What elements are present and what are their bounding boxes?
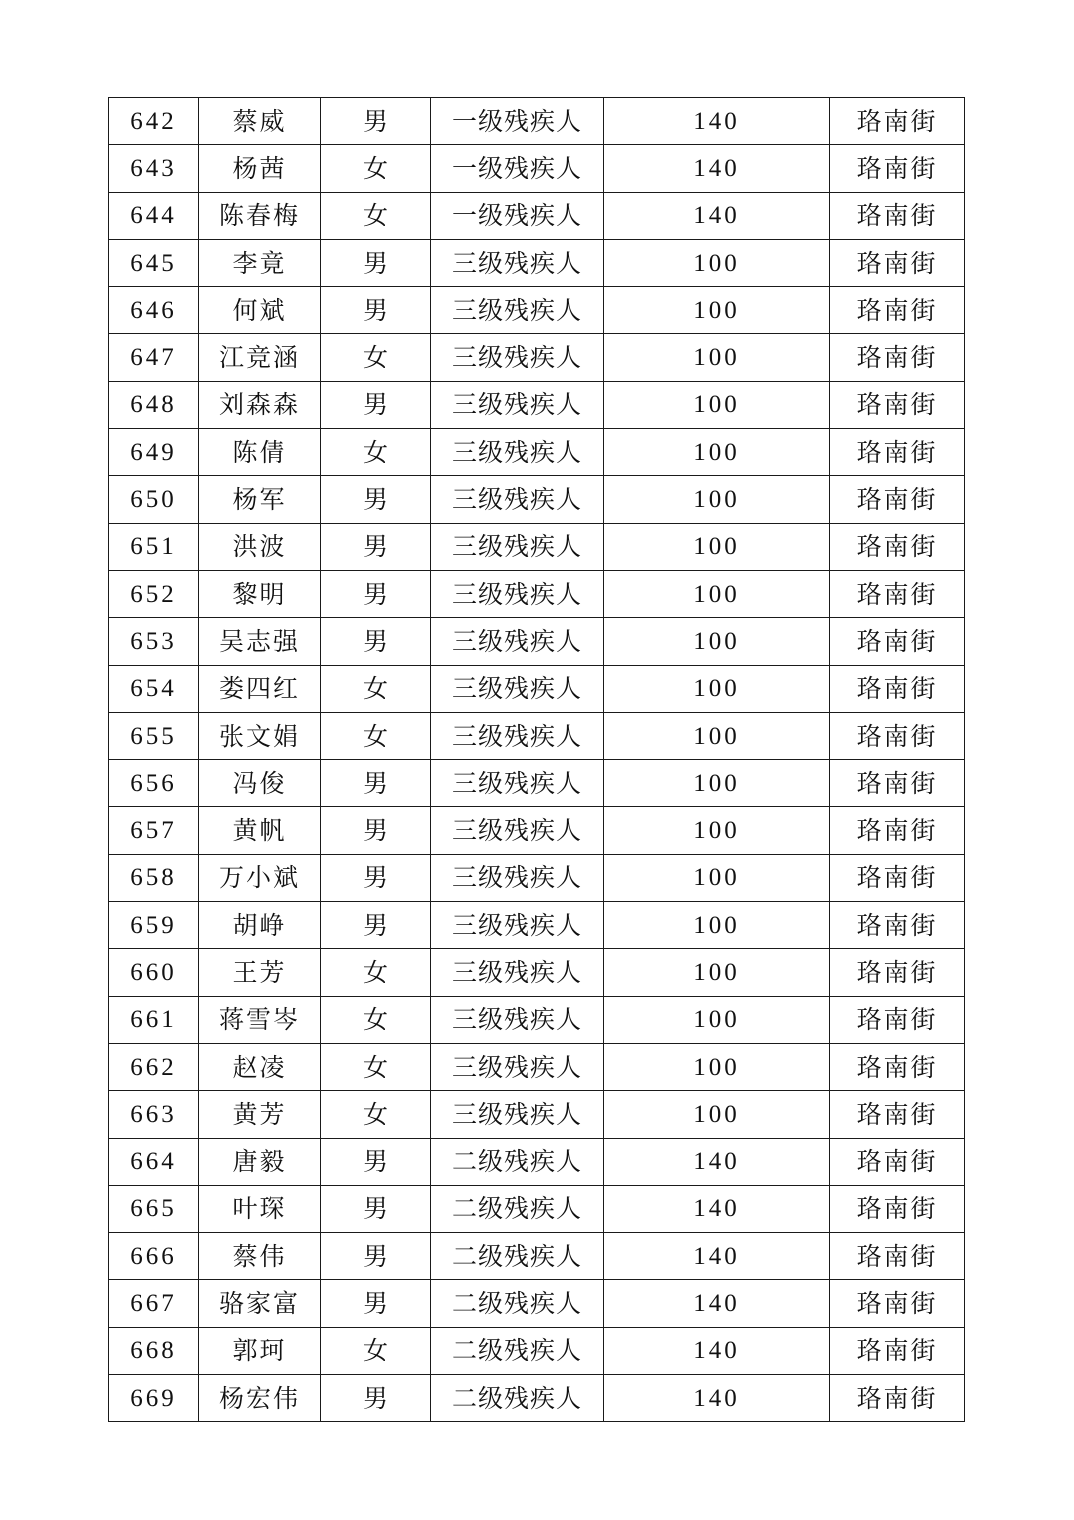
street-cell: 珞南街 [830, 996, 965, 1043]
disability-level-cell: 三级残疾人 [431, 807, 604, 854]
street-cell: 珞南街 [830, 570, 965, 617]
gender-cell: 女 [321, 949, 431, 996]
serial-number-cell: 642 [109, 98, 199, 145]
amount-cell: 100 [604, 807, 830, 854]
disability-level-cell: 三级残疾人 [431, 1091, 604, 1138]
table-row [109, 1091, 965, 1138]
street-cell: 珞南街 [830, 1138, 965, 1185]
table-row [109, 334, 965, 381]
gender-cell: 女 [321, 996, 431, 1043]
table-row [109, 1375, 965, 1422]
table-row [109, 192, 965, 239]
street-cell: 珞南街 [830, 712, 965, 759]
table-row [109, 476, 965, 523]
disability-level-cell: 三级残疾人 [431, 996, 604, 1043]
gender-cell: 男 [321, 618, 431, 665]
street-cell: 珞南街 [830, 239, 965, 286]
amount-cell: 100 [604, 854, 830, 901]
serial-number-cell: 643 [109, 145, 199, 192]
disability-level-cell: 三级残疾人 [431, 854, 604, 901]
roster-table [108, 97, 965, 1422]
table-row [109, 1233, 965, 1280]
disability-level-cell: 三级残疾人 [431, 949, 604, 996]
amount-cell: 100 [604, 239, 830, 286]
serial-number-cell: 645 [109, 239, 199, 286]
amount-cell: 100 [604, 665, 830, 712]
disability-level-cell: 三级残疾人 [431, 523, 604, 570]
table-row [109, 1138, 965, 1185]
serial-number-cell: 666 [109, 1233, 199, 1280]
amount-cell: 100 [604, 523, 830, 570]
gender-cell: 男 [321, 1233, 431, 1280]
serial-number-cell: 662 [109, 1043, 199, 1090]
disability-level-cell: 三级残疾人 [431, 429, 604, 476]
gender-cell: 男 [321, 854, 431, 901]
disability-level-cell: 二级残疾人 [431, 1185, 604, 1232]
disability-level-cell: 一级残疾人 [431, 145, 604, 192]
disability-level-cell: 三级残疾人 [431, 902, 604, 949]
table-row [109, 98, 965, 145]
name-cell: 胡峥 [199, 902, 321, 949]
amount-cell: 140 [604, 145, 830, 192]
amount-cell: 140 [604, 1185, 830, 1232]
gender-cell: 男 [321, 287, 431, 334]
serial-number-cell: 657 [109, 807, 199, 854]
disability-level-cell: 二级残疾人 [431, 1233, 604, 1280]
disability-level-cell: 三级残疾人 [431, 570, 604, 617]
disability-level-cell: 三级残疾人 [431, 665, 604, 712]
street-cell: 珞南街 [830, 854, 965, 901]
serial-number-cell: 669 [109, 1375, 199, 1422]
table-row [109, 570, 965, 617]
street-cell: 珞南街 [830, 523, 965, 570]
amount-cell: 140 [604, 1233, 830, 1280]
amount-cell: 140 [604, 1375, 830, 1422]
serial-number-cell: 647 [109, 334, 199, 381]
amount-cell: 100 [604, 949, 830, 996]
table-row [109, 145, 965, 192]
serial-number-cell: 659 [109, 902, 199, 949]
disability-level-cell: 三级残疾人 [431, 381, 604, 428]
name-cell: 洪波 [199, 523, 321, 570]
amount-cell: 100 [604, 381, 830, 428]
serial-number-cell: 658 [109, 854, 199, 901]
name-cell: 刘森森 [199, 381, 321, 428]
street-cell: 珞南街 [830, 192, 965, 239]
serial-number-cell: 653 [109, 618, 199, 665]
disability-level-cell: 一级残疾人 [431, 192, 604, 239]
street-cell: 珞南街 [830, 1043, 965, 1090]
name-cell: 万小斌 [199, 854, 321, 901]
serial-number-cell: 668 [109, 1327, 199, 1374]
amount-cell: 100 [604, 996, 830, 1043]
street-cell: 珞南街 [830, 1327, 965, 1374]
serial-number-cell: 646 [109, 287, 199, 334]
name-cell: 李竟 [199, 239, 321, 286]
gender-cell: 女 [321, 665, 431, 712]
serial-number-cell: 660 [109, 949, 199, 996]
disability-level-cell: 二级残疾人 [431, 1280, 604, 1327]
serial-number-cell: 655 [109, 712, 199, 759]
name-cell: 何斌 [199, 287, 321, 334]
name-cell: 江竞涵 [199, 334, 321, 381]
street-cell: 珞南街 [830, 381, 965, 428]
table-row [109, 1043, 965, 1090]
table-row [109, 239, 965, 286]
table-row [109, 854, 965, 901]
gender-cell: 男 [321, 523, 431, 570]
name-cell: 黄帆 [199, 807, 321, 854]
gender-cell: 女 [321, 192, 431, 239]
disability-level-cell: 三级残疾人 [431, 1043, 604, 1090]
disability-level-cell: 二级残疾人 [431, 1375, 604, 1422]
amount-cell: 140 [604, 1327, 830, 1374]
name-cell: 陈倩 [199, 429, 321, 476]
gender-cell: 男 [321, 381, 431, 428]
gender-cell: 男 [321, 1375, 431, 1422]
street-cell: 珞南街 [830, 1091, 965, 1138]
name-cell: 吴志强 [199, 618, 321, 665]
gender-cell: 男 [321, 902, 431, 949]
street-cell: 珞南街 [830, 98, 965, 145]
street-cell: 珞南街 [830, 949, 965, 996]
gender-cell: 女 [321, 145, 431, 192]
amount-cell: 140 [604, 1280, 830, 1327]
serial-number-cell: 648 [109, 381, 199, 428]
serial-number-cell: 649 [109, 429, 199, 476]
table-row [109, 1280, 965, 1327]
amount-cell: 100 [604, 476, 830, 523]
gender-cell: 女 [321, 429, 431, 476]
table-row [109, 523, 965, 570]
table-row [109, 1327, 965, 1374]
gender-cell: 女 [321, 334, 431, 381]
gender-cell: 女 [321, 1043, 431, 1090]
street-cell: 珞南街 [830, 760, 965, 807]
street-cell: 珞南街 [830, 334, 965, 381]
serial-number-cell: 650 [109, 476, 199, 523]
name-cell: 蔡威 [199, 98, 321, 145]
disability-level-cell: 三级残疾人 [431, 618, 604, 665]
name-cell: 娄四红 [199, 665, 321, 712]
table-row [109, 902, 965, 949]
serial-number-cell: 667 [109, 1280, 199, 1327]
name-cell: 陈春梅 [199, 192, 321, 239]
street-cell: 珞南街 [830, 287, 965, 334]
roster-table-body [109, 98, 965, 1422]
street-cell: 珞南街 [830, 665, 965, 712]
table-row [109, 996, 965, 1043]
name-cell: 黎明 [199, 570, 321, 617]
name-cell: 蔡伟 [199, 1233, 321, 1280]
gender-cell: 女 [321, 1327, 431, 1374]
name-cell: 杨宏伟 [199, 1375, 321, 1422]
gender-cell: 男 [321, 1185, 431, 1232]
serial-number-cell: 644 [109, 192, 199, 239]
gender-cell: 男 [321, 1280, 431, 1327]
amount-cell: 100 [604, 1043, 830, 1090]
amount-cell: 100 [604, 334, 830, 381]
amount-cell: 100 [604, 760, 830, 807]
name-cell: 叶琛 [199, 1185, 321, 1232]
disability-level-cell: 三级残疾人 [431, 712, 604, 759]
table-row [109, 712, 965, 759]
table-row [109, 287, 965, 334]
gender-cell: 男 [321, 570, 431, 617]
street-cell: 珞南街 [830, 618, 965, 665]
amount-cell: 100 [604, 429, 830, 476]
street-cell: 珞南街 [830, 902, 965, 949]
amount-cell: 100 [604, 902, 830, 949]
amount-cell: 140 [604, 192, 830, 239]
amount-cell: 100 [604, 618, 830, 665]
serial-number-cell: 665 [109, 1185, 199, 1232]
gender-cell: 女 [321, 712, 431, 759]
table-row [109, 381, 965, 428]
serial-number-cell: 652 [109, 570, 199, 617]
amount-cell: 100 [604, 287, 830, 334]
street-cell: 珞南街 [830, 429, 965, 476]
serial-number-cell: 656 [109, 760, 199, 807]
disability-level-cell: 二级残疾人 [431, 1327, 604, 1374]
disability-level-cell: 三级残疾人 [431, 239, 604, 286]
serial-number-cell: 651 [109, 523, 199, 570]
gender-cell: 男 [321, 760, 431, 807]
disability-level-cell: 三级残疾人 [431, 334, 604, 381]
name-cell: 杨茜 [199, 145, 321, 192]
gender-cell: 男 [321, 1138, 431, 1185]
street-cell: 珞南街 [830, 1375, 965, 1422]
table-row [109, 429, 965, 476]
serial-number-cell: 661 [109, 996, 199, 1043]
disability-level-cell: 二级残疾人 [431, 1138, 604, 1185]
name-cell: 蒋雪岑 [199, 996, 321, 1043]
disability-level-cell: 三级残疾人 [431, 476, 604, 523]
name-cell: 杨军 [199, 476, 321, 523]
table-row [109, 618, 965, 665]
street-cell: 珞南街 [830, 1233, 965, 1280]
street-cell: 珞南街 [830, 1280, 965, 1327]
table-row [109, 949, 965, 996]
table-row [109, 1185, 965, 1232]
amount-cell: 100 [604, 570, 830, 617]
street-cell: 珞南街 [830, 145, 965, 192]
street-cell: 珞南街 [830, 476, 965, 523]
amount-cell: 140 [604, 1138, 830, 1185]
gender-cell: 男 [321, 239, 431, 286]
gender-cell: 女 [321, 1091, 431, 1138]
disability-level-cell: 三级残疾人 [431, 287, 604, 334]
street-cell: 珞南街 [830, 1185, 965, 1232]
serial-number-cell: 664 [109, 1138, 199, 1185]
amount-cell: 100 [604, 1091, 830, 1138]
table-row [109, 760, 965, 807]
name-cell: 张文娟 [199, 712, 321, 759]
name-cell: 冯俊 [199, 760, 321, 807]
name-cell: 骆家富 [199, 1280, 321, 1327]
serial-number-cell: 663 [109, 1091, 199, 1138]
amount-cell: 140 [604, 98, 830, 145]
name-cell: 赵凌 [199, 1043, 321, 1090]
name-cell: 唐毅 [199, 1138, 321, 1185]
name-cell: 黄芳 [199, 1091, 321, 1138]
table-row [109, 807, 965, 854]
table-row [109, 665, 965, 712]
serial-number-cell: 654 [109, 665, 199, 712]
gender-cell: 男 [321, 807, 431, 854]
disability-level-cell: 一级残疾人 [431, 98, 604, 145]
amount-cell: 100 [604, 712, 830, 759]
gender-cell: 男 [321, 98, 431, 145]
gender-cell: 男 [321, 476, 431, 523]
name-cell: 郭珂 [199, 1327, 321, 1374]
street-cell: 珞南街 [830, 807, 965, 854]
disability-level-cell: 三级残疾人 [431, 760, 604, 807]
name-cell: 王芳 [199, 949, 321, 996]
